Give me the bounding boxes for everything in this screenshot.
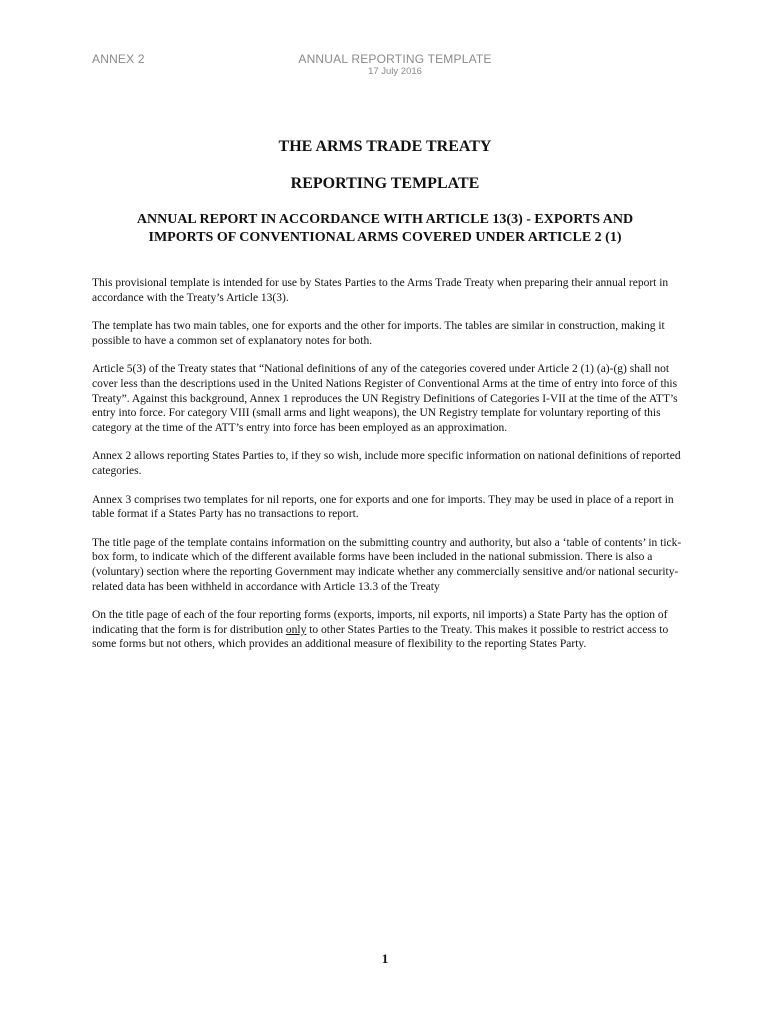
document-subtitle: REPORTING TEMPLATE bbox=[290, 175, 480, 192]
paragraph-distribution-part-1: On the title page of each of the four reporting forms (exports, imports, nil exports, nil imports) a State Party has the option of indicating that the form is for distribution bbox=[92, 609, 668, 636]
header-annex-label: ANNEX 2 bbox=[92, 52, 145, 66]
paragraph-distribution bbox=[92, 608, 682, 652]
paragraph-tables: The template has two main tables, one for exports and the other for imports. The tables are similar in construction, making it possible to have a common set of explanatory notes for both. bbox=[92, 320, 665, 347]
header bbox=[0, 52, 770, 78]
paragraph-distribution-part-2: to other States Parties to the Treaty. This makes it possible to restrict access to some forms but not others, which provides an additional measure of flexibility to the reporting States Party. bbox=[92, 623, 669, 651]
paragraph-article-5-3: Article 5(3) of the Treaty states that “National definitions of any of the categories covered under Article 2 (1) (a)-(g) shall not cover less than the descriptions used in the United Nations Register of Conventional Arms at the time of entry into force of this Treaty”. Against this background, Annex 1 reproduces the UN Registry Definitions of Categories I-VII at the time of the ATT’s entry into force. For category VIII (small arms and light weapons), the UN Registry template for voluntary reporting of this category at the time of the ATT’s entry into force has been employed as an approximation. bbox=[92, 363, 678, 434]
document-title: THE ARMS TRADE TREATY bbox=[278, 138, 492, 155]
page-number: 1 bbox=[381, 951, 389, 966]
body-text bbox=[92, 276, 682, 666]
paragraph-annex-2: Annex 2 allows reporting States Parties to, if they so wish, include more specific information on national definitions of reported categories. bbox=[92, 450, 681, 477]
paragraph-title-page: The title page of the template contains information on the submitting country and authority, but also a ‘table of contents’ in tick-box form, to indicate which of the different available forms have been included in the national submission. There is also a (voluntary) section where the reporting Government may indicate whether any commercially sensitive and/or national security-related data has been withheld in accordance with Article 13.3 of the Treaty bbox=[92, 536, 682, 593]
header-date: 17 July 2016 bbox=[368, 66, 422, 77]
underlined-only: only bbox=[285, 623, 307, 636]
paragraph-annex-3: Annex 3 comprises two templates for nil reports, one for exports and one for imports. They may be used in place of a report in table format if a States Party has no transactions to report. bbox=[92, 493, 674, 521]
header-title: ANNUAL REPORTING TEMPLATE bbox=[298, 52, 492, 66]
annual-report-heading: ANNUAL REPORT IN ACCORDANCE WITH ARTICLE 13(3) - EXPORTS AND IMPORTS OF CONVENTIONAL ARMS COVERED UNDER ARTICLE 2 (1) bbox=[136, 212, 634, 245]
paragraph-intro: This provisional template is intended for use by States Parties to the Arms Trade Treaty when preparing their annual report in accordance with the Treaty’s Article 13(3). bbox=[92, 277, 669, 304]
